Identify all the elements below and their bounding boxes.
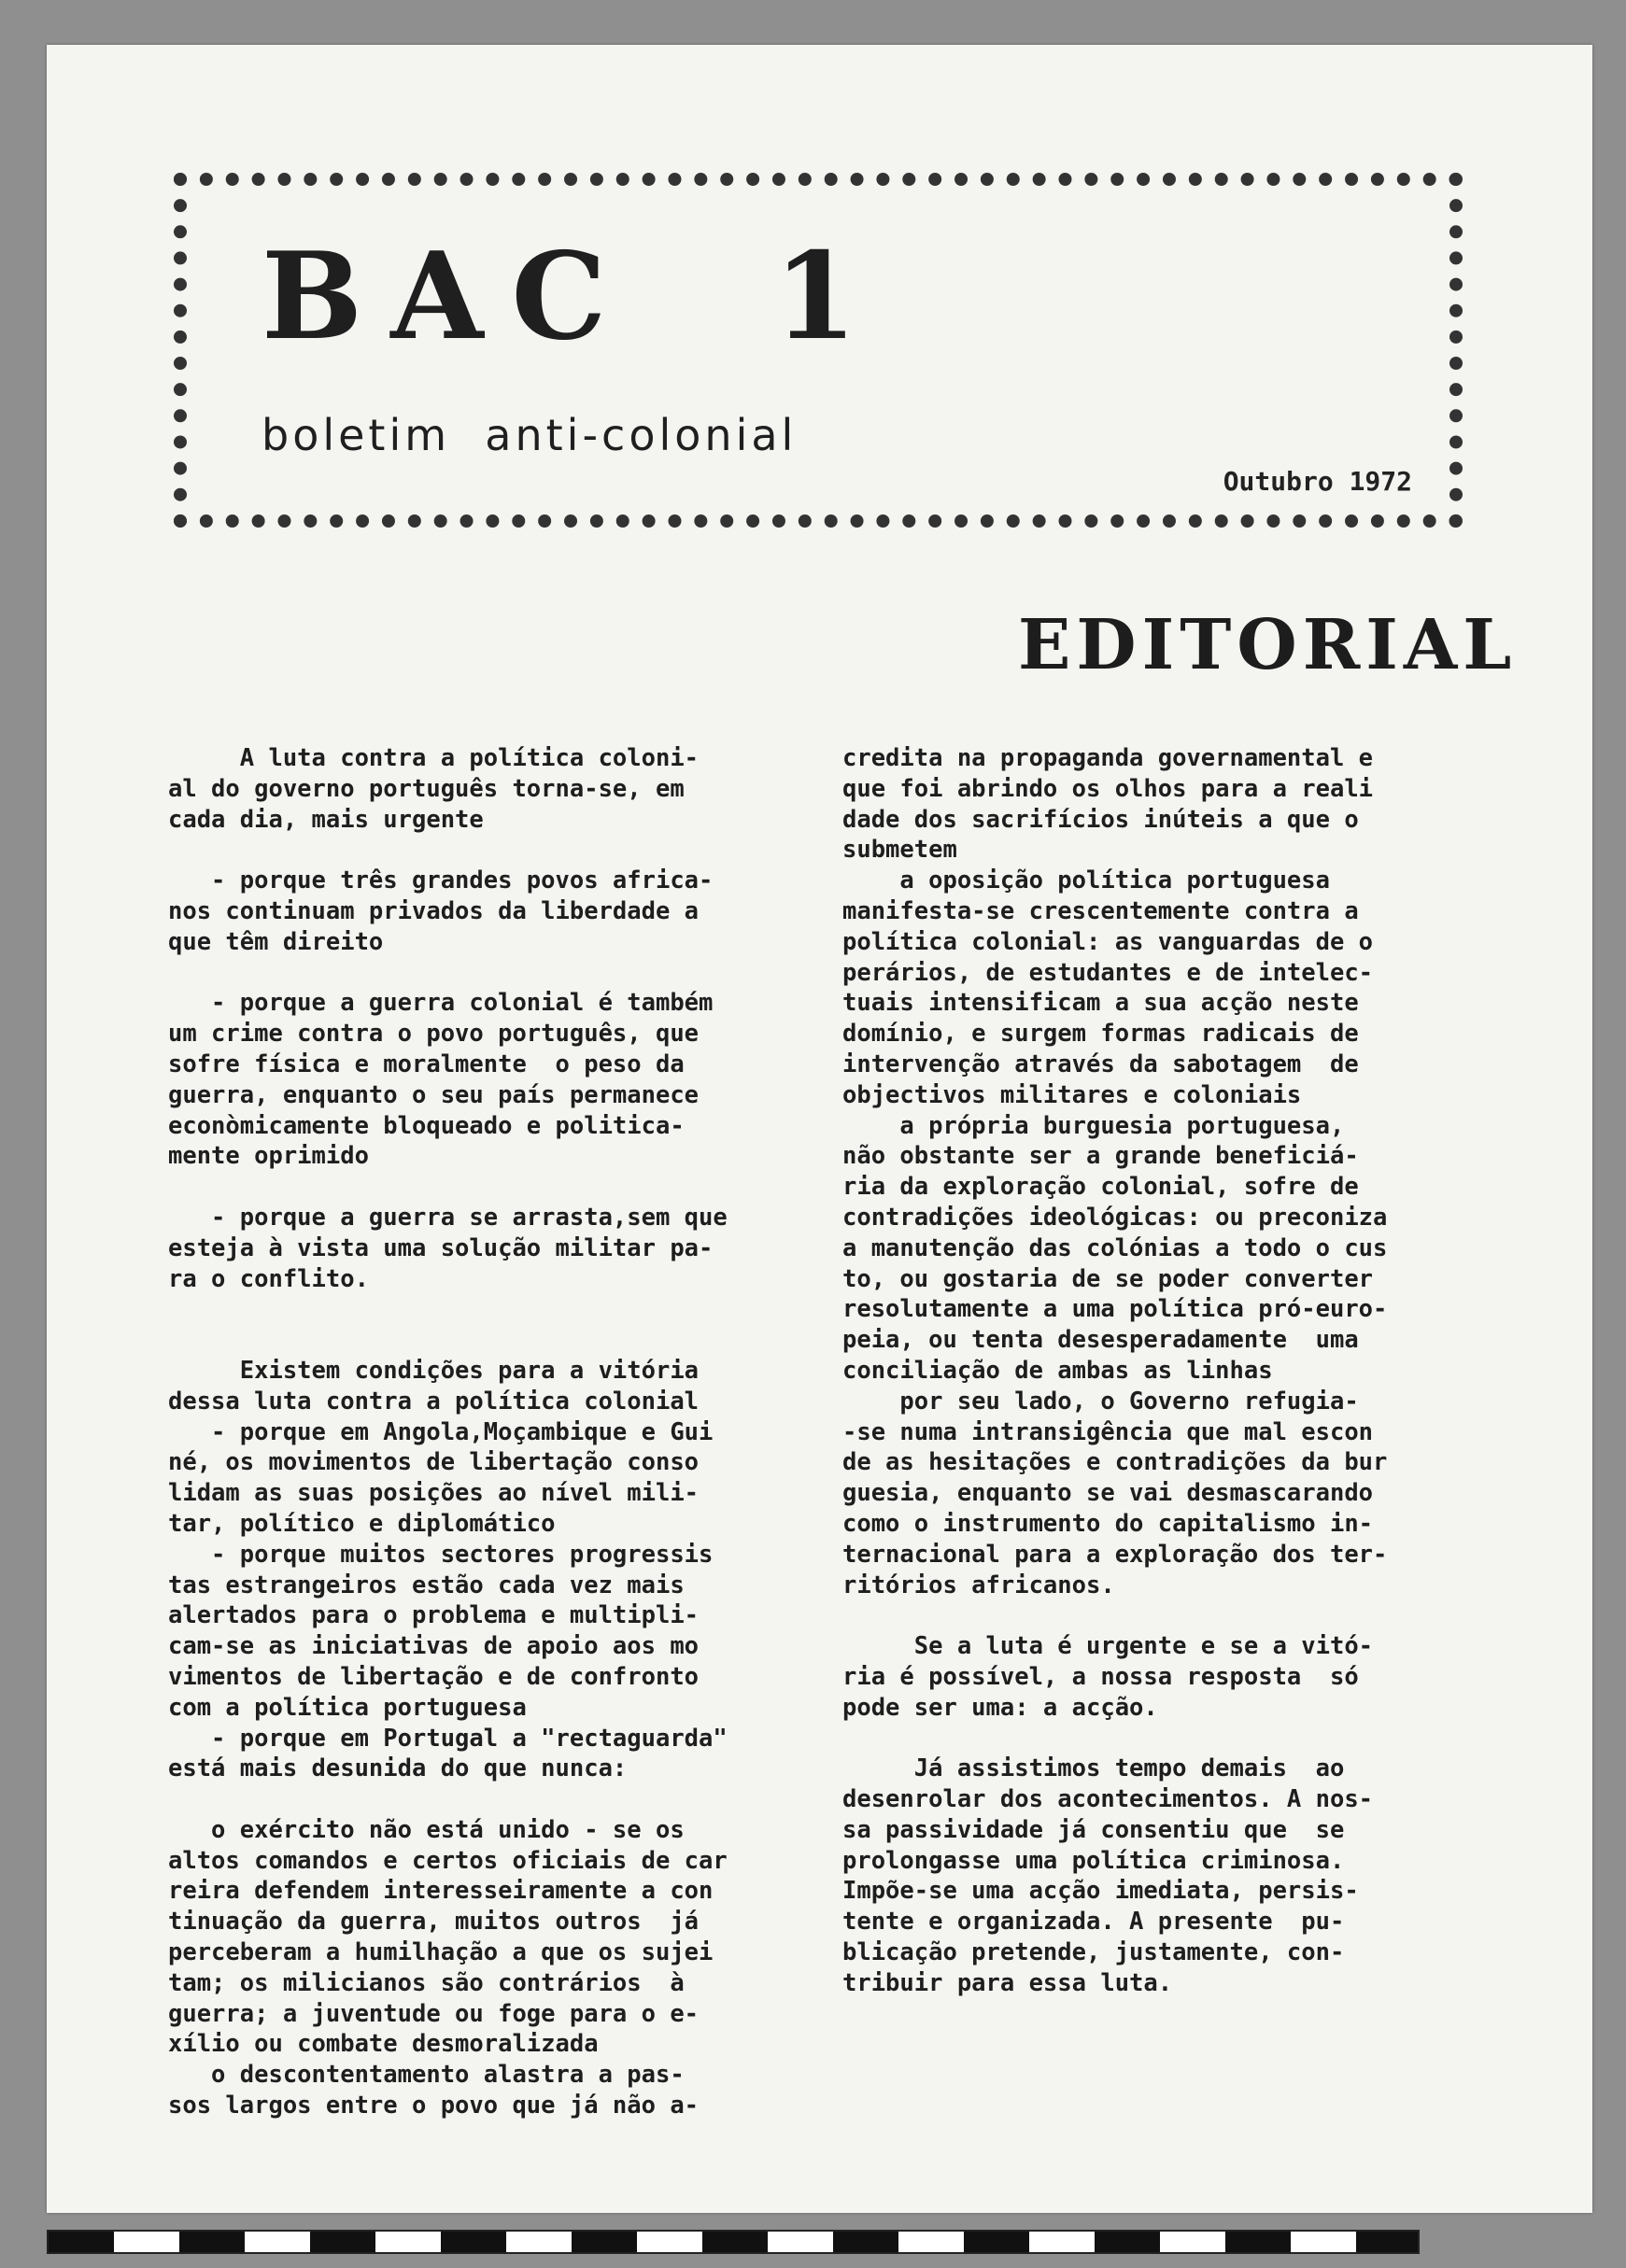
text-line: to, ou gostaria de se poder converter xyxy=(842,1264,1374,1293)
text-line: desenrolar dos acontecimentos. A nos- xyxy=(842,1785,1374,1814)
text-line: guerra; a juventude ou foge para o e- xyxy=(168,1999,700,2028)
text-line: um crime contra o povo português, que xyxy=(168,1020,700,1049)
text-line: Existem condições para a vitória xyxy=(168,1356,700,1385)
text-line xyxy=(168,1294,728,1325)
text-line: que foi abrindo os olhos para a reali xyxy=(842,774,1374,803)
text-line: resolutamente a uma política pró-euro- xyxy=(842,1295,1388,1324)
text-line: tribuir para essa luta. xyxy=(842,1968,1173,1997)
text-line: a oposição política portuguesa xyxy=(842,866,1330,895)
text-line xyxy=(168,1172,728,1203)
text-line: Se a luta é urgente e se a vitó- xyxy=(842,1632,1374,1661)
text-line: - porque três grandes povos africa- xyxy=(168,866,714,895)
text-line: como o instrumento do capitalismo in- xyxy=(842,1509,1374,1538)
text-line: o exército não está unido - se os xyxy=(168,1815,685,1844)
text-line: ria é possível, a nossa resposta só xyxy=(842,1662,1359,1691)
text-line: por seu lado, o Governo refugia- xyxy=(842,1387,1359,1416)
text-line: está mais desunida do que nunca: xyxy=(168,1754,628,1783)
text-line: sos largos entre o povo que já não a- xyxy=(168,2092,700,2120)
masthead-box xyxy=(174,173,1463,528)
text-line xyxy=(168,1784,728,1815)
text-line: reira defendem interesseiramente a con xyxy=(168,1877,714,1906)
text-line: nos continuam privados da liberdade a xyxy=(168,896,700,925)
text-line: objectivos militares e coloniais xyxy=(842,1080,1302,1109)
text-line: alertados para o problema e multipli- xyxy=(168,1601,700,1630)
text-line: com a política portuguesa xyxy=(168,1693,527,1722)
text-line: - porque muitos sectores progressis xyxy=(168,1540,714,1569)
text-line xyxy=(842,1724,1387,1754)
text-line: domínio, e surgem formas radicais de xyxy=(842,1020,1359,1049)
text-line: política colonial: as vanguardas de o xyxy=(842,927,1374,956)
text-line: dessa luta contra a política colonial xyxy=(168,1387,700,1416)
text-line: - porque em Portugal a "rectaguarda" xyxy=(168,1724,728,1753)
text-line: tam; os milicianos são contrários à xyxy=(168,1968,685,1997)
text-line: pode ser uma: a acção. xyxy=(842,1693,1158,1722)
text-line xyxy=(842,1600,1387,1631)
text-line: ritórios africanos. xyxy=(842,1571,1115,1599)
text-line: ria da exploração colonial, sofre de xyxy=(842,1173,1359,1202)
text-line: perários, de estudantes e de intelec- xyxy=(842,958,1374,987)
text-line: tuais intensificam a sua acção neste xyxy=(842,989,1359,1018)
document-page xyxy=(47,45,1592,2213)
text-line: prolongasse uma política criminosa. xyxy=(842,1846,1345,1875)
text-line: intervenção através da sabotagem de xyxy=(842,1049,1359,1078)
text-line: que têm direito xyxy=(168,927,384,956)
text-line: esteja à vista uma solução militar pa- xyxy=(168,1233,714,1262)
text-line: de as hesitações e contradições da bur xyxy=(842,1448,1388,1477)
text-line: sa passividade já consentiu que se xyxy=(842,1815,1345,1844)
text-line: al do governo português torna-se, em xyxy=(168,774,685,803)
text-line: peia, ou tenta desesperadamente uma xyxy=(842,1326,1359,1355)
text-line: - porque a guerra colonial é também xyxy=(168,989,714,1018)
text-line: blicação pretende, justamente, con- xyxy=(842,1938,1345,1967)
issue-date: Outubro 1972 xyxy=(1223,466,1412,497)
bulletin-title: BAC 1 xyxy=(262,227,885,367)
text-line: tar, político e diplomático xyxy=(168,1509,556,1538)
text-line: credita na propaganda governamental e xyxy=(842,744,1374,772)
text-line: - porque em Angola,Moçambique e Gui xyxy=(168,1417,714,1446)
text-line: xílio ou combate desmoralizada xyxy=(168,2030,599,2059)
text-line: guerra, enquanto o seu país permanece xyxy=(168,1080,700,1109)
text-line: manifesta-se crescentemente contra a xyxy=(842,896,1359,925)
text-line: cada dia, mais urgente xyxy=(168,805,484,834)
text-line: ternacional para a exploração dos ter- xyxy=(842,1540,1388,1569)
text-line: Já assistimos tempo demais ao xyxy=(842,1754,1345,1783)
text-line: -se numa intransigência que mal escon xyxy=(842,1417,1374,1446)
text-line xyxy=(168,835,728,866)
text-line: não obstante ser a grande beneficiá- xyxy=(842,1142,1359,1171)
text-line: submetem xyxy=(842,836,957,865)
text-line xyxy=(168,1325,728,1356)
text-line: dade dos sacrifícios inúteis a que o xyxy=(842,805,1359,834)
left-column xyxy=(168,743,728,2121)
text-line: tinuação da guerra, muitos outros já xyxy=(168,1908,700,1937)
text-line: o descontentamento alastra a pas- xyxy=(168,2061,685,2090)
text-line: tente e organizada. A presente pu- xyxy=(842,1908,1345,1937)
text-line: sofre física e moralmente o peso da xyxy=(168,1049,685,1078)
text-line: Impõe-se uma acção imediata, persis- xyxy=(842,1877,1359,1906)
right-column xyxy=(842,743,1387,1999)
text-line: vimentos de libertação e de confronto xyxy=(168,1662,700,1691)
scale-ruler xyxy=(47,2230,1420,2254)
text-line: A luta contra a política coloni- xyxy=(168,744,700,772)
text-line: conciliação de ambas as linhas xyxy=(842,1356,1273,1385)
text-line: contradições ideológicas: ou preconiza xyxy=(842,1203,1388,1232)
text-line: altos comandos e certos oficiais de car xyxy=(168,1846,728,1875)
text-line: perceberam a humilhação a que os sujei xyxy=(168,1938,714,1967)
text-line: a manutenção das colónias a todo o cus xyxy=(842,1233,1388,1262)
text-line: mente oprimido xyxy=(168,1142,369,1171)
bulletin-subtitle: boletim anti-colonial xyxy=(262,410,798,460)
text-line: cam-se as iniciativas de apoio aos mo xyxy=(168,1632,700,1661)
section-heading: EDITORIAL xyxy=(1018,605,1518,685)
text-line: né, os movimentos de libertação conso xyxy=(168,1448,700,1477)
text-line: ra o conflito. xyxy=(168,1264,369,1293)
text-line: - porque a guerra se arrasta,sem que xyxy=(168,1203,728,1232)
text-line: guesia, enquanto se vai desmascarando xyxy=(842,1479,1374,1508)
text-line: econòmicamente bloqueado e politica- xyxy=(168,1111,685,1140)
text-line: lidam as suas posições ao nível mili- xyxy=(168,1479,700,1508)
text-line xyxy=(168,958,728,989)
text-line: a própria burguesia portuguesa, xyxy=(842,1111,1345,1140)
text-line: tas estrangeiros estão cada vez mais xyxy=(168,1571,685,1599)
